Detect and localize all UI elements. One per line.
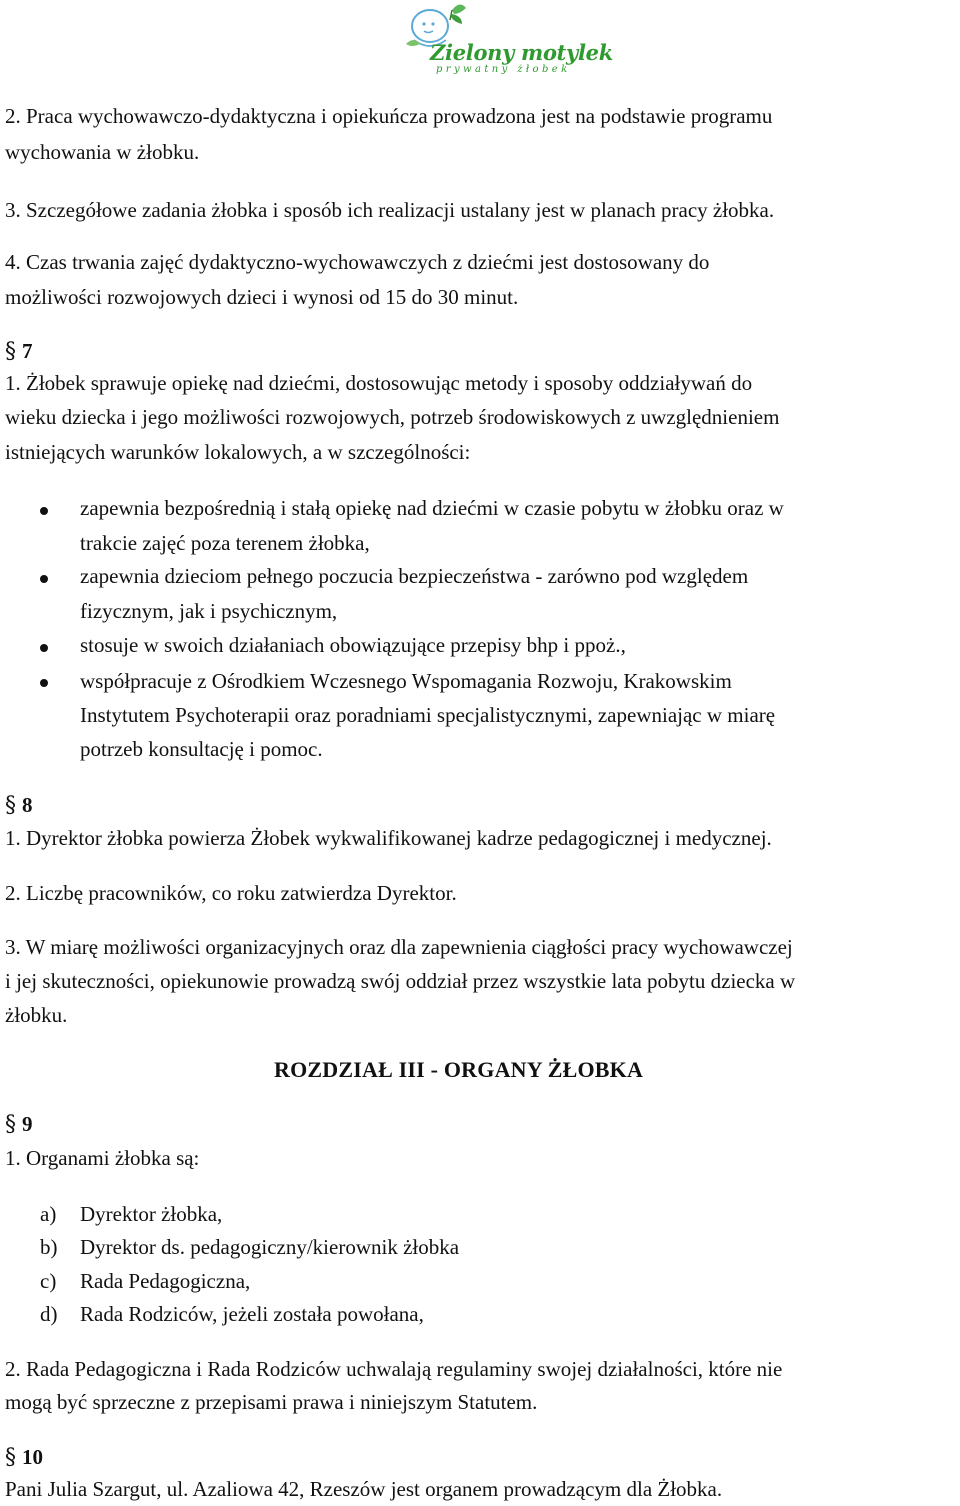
paragraph-2-line-1: 2. Praca wychowawczo-dydaktyczna i opiekuńcza prowadzona jest na podstawie programu — [5, 104, 773, 128]
section-9-heading — [5, 1107, 33, 1142]
paragraph-4-line-1: 4. Czas trwania zajęć dydaktyczno-wychowawczych z dziećmi jest dostosowany do — [5, 250, 710, 274]
paragraph-4-line-2: możliwości rozwojowych dzieci i wynosi od 15 do 30 minut. — [5, 285, 519, 309]
section-8-paragraph-1: 1. Dyrektor żłobka powierza Żłobek wykwalifikowanej kadrze pedagogicznej i medycznej. — [5, 826, 772, 850]
paragraph-2-line-2: wychowania w żłobku. — [5, 140, 200, 164]
section-8-paragraph-3-line-1: 3. W miarę możliwości organizacyjnych oraz dla zapewnienia ciągłości pracy wychowawczej — [5, 935, 793, 959]
logo-subtitle: prywatny żłobek — [436, 64, 571, 75]
organ-list-item — [40, 1230, 459, 1264]
bullet-icon — [40, 644, 48, 652]
section-8-paragraph-3-line-3: żłobku. — [5, 1003, 68, 1027]
list-item: zapewnia bezpośrednią i stałą opiekę nad dziećmi w czasie pobytu w żłobku oraz w — [80, 496, 784, 520]
section-9-paragraph-2-line-1: 2. Rada Pedagogiczna i Rada Rodziców uchwalają regulaminy swojej działalności, które nie — [5, 1357, 783, 1381]
section-8-heading — [5, 788, 33, 823]
list-item-continuation: fizycznym, jak i psychicznym, — [80, 599, 338, 623]
logo-name: Zielony motylek — [430, 40, 613, 65]
bullet-icon — [40, 575, 48, 583]
organ-list-item — [40, 1197, 222, 1231]
list-item: zapewnia dzieciom pełnego poczucia bezpieczeństwa - zarówno pod względem — [80, 564, 749, 588]
organ-text: Rada Pedagogiczna, — [80, 1269, 251, 1293]
section-7-paragraph-line-3: istniejących warunków lokalowych, a w szczególności: — [5, 440, 471, 464]
section-symbol: § — [5, 1445, 16, 1470]
organ-letter: a) — [40, 1202, 57, 1226]
section-number: 10 — [22, 1445, 43, 1469]
section-10-paragraph: Pani Julia Szargut, ul. Azaliowa 42, Rzeszów jest organem prowadzącym dla Żłobka. — [5, 1477, 723, 1501]
list-item: współpracuje z Ośrodkiem Wczesnego Wspomagania Rozwoju, Krakowskim — [80, 669, 732, 693]
logo — [400, 0, 613, 82]
organ-letter: d) — [40, 1302, 58, 1326]
section-8-paragraph-2: 2. Liczbę pracowników, co roku zatwierdza Dyrektor. — [5, 881, 457, 905]
list-item-continuation: trakcie zajęć poza terenem żłobka, — [80, 531, 370, 555]
section-number: 7 — [22, 339, 33, 363]
paragraph-3: 3. Szczegółowe zadania żłobka i sposób ich realizacji ustalany jest w planach pracy żłobka. — [5, 198, 775, 222]
section-symbol: § — [5, 793, 16, 818]
list-item-continuation: potrzeb konsultację i pomoc. — [80, 737, 323, 761]
section-symbol: § — [5, 1112, 16, 1137]
organ-text: Dyrektor ds. pedagogiczny/kierownik żłobka — [80, 1235, 460, 1259]
section-9-paragraph-2-line-2: mogą być sprzeczne z przepisami prawa i niniejszym Statutem. — [5, 1390, 538, 1414]
section-10-heading — [5, 1440, 43, 1475]
organ-list-item — [40, 1264, 250, 1298]
list-item-continuation: Instytutem Psychoterapii oraz poradniami specjalistycznymi, zapewniając w miarę — [80, 703, 776, 727]
bullet-icon — [40, 507, 48, 515]
organ-letter: c) — [40, 1269, 57, 1293]
section-9-paragraph-1: 1. Organami żłobka są: — [5, 1146, 200, 1170]
organ-list-item — [40, 1297, 424, 1331]
section-8-paragraph-3-line-2: i jej skuteczności, opiekunowie prowadzą swój oddział przez wszystkie lata pobytu dziecka w — [5, 969, 796, 993]
organ-text: Rada Rodziców, jeżeli została powołana, — [80, 1302, 424, 1326]
section-7-paragraph-line-2: wieku dziecka i jego możliwości rozwojowych, potrzeb środowiskowych z uwzględnieniem — [5, 405, 780, 429]
organ-text: Dyrektor żłobka, — [80, 1202, 223, 1226]
bullet-icon — [40, 679, 48, 687]
section-7-heading — [5, 334, 33, 369]
section-7-paragraph-line-1: 1. Żłobek sprawuje opiekę nad dziećmi, dostosowując metody i sposoby oddziaływań do — [5, 371, 753, 395]
organ-letter: b) — [40, 1235, 58, 1259]
section-number: 9 — [22, 1112, 33, 1136]
list-item: stosuje w swoich działaniach obowiązujące przepisy bhp i ppoż., — [80, 633, 626, 657]
chapter-heading: ROZDZIAŁ III - ORGANY ŻŁOBKA — [274, 1057, 644, 1082]
section-symbol: § — [5, 339, 16, 364]
section-number: 8 — [22, 793, 33, 817]
